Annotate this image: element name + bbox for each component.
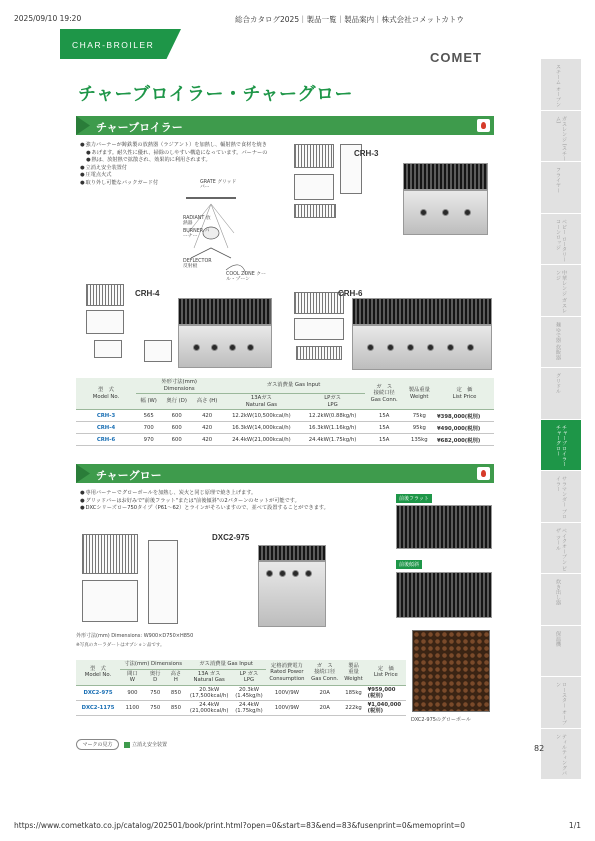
feature-item: ● 圧電点火式 [80,172,270,180]
spec-table-charglow [76,660,406,716]
section-marker [76,116,90,135]
side-tab-label: ガスレンジ (スチーム) [555,115,567,161]
crh4-end-drawing [144,340,172,362]
col-d: 奥行 (D) [161,394,192,410]
spec-table-charbroiler [76,378,494,446]
col-conn: ガ ス 接続口径 Gas Conn. [365,378,404,410]
knob-icon [467,344,474,351]
cell-conn: 20A [308,700,341,715]
crh3-side-drawing [294,174,334,200]
side-tab-label: サラマンダー ブロイラー [555,476,567,520]
photo-note: ※写真のカーラダートはオプション品です。 [76,643,165,648]
side-tab[interactable] [541,523,581,575]
knob-icon [447,344,454,351]
side-tab-label: ベイクオーブン ピザ ツール [555,527,567,571]
side-tab[interactable] [541,111,581,163]
table-row [76,422,494,434]
grill-surface [396,505,492,549]
grill-surface [178,298,272,325]
side-tab-label: 麺ゆで器 炊飯器 [555,321,561,360]
side-tab[interactable] [541,162,581,214]
side-tab[interactable] [541,471,581,523]
side-tab[interactable] [541,626,581,678]
feature-item: ● 専用バーナーでグローボールを加熱し、炭火と同じ原理で焼き上げます。 [80,490,410,498]
feature-item-continued [80,157,270,165]
mark-legend [124,741,167,748]
cell-natural: 24.4kW (21,000kcal/h) [186,700,232,715]
print-title: 総合カタログ2025｜製品一覧｜製品案内｜株式会社コメットカトウ [235,15,464,24]
cell-price: ¥490,000(税別) [435,422,494,434]
cell-price: ¥1,040,000 (税別) [366,700,406,715]
grill-surface [258,545,326,561]
knob-icon [279,570,286,577]
col-model: 型 式 Model No. [76,378,136,410]
side-tab[interactable] [541,574,581,626]
glowball-photo [412,630,490,712]
table-row [76,685,406,700]
feature-item-continued [80,150,270,158]
glowball-caption: DXC2-975のグローボール [411,717,471,723]
cell-lpg: 24.4kW (1.75kg/h) [232,700,266,715]
brand-logo: COMET [430,50,482,65]
cell-lpg: 12.2kW(0.88kg/h) [300,410,364,422]
side-tab[interactable] [541,368,581,420]
col-dimensions: 寸法(mm) Dimensions [120,660,186,669]
crh4-plan-drawing [94,340,122,358]
feature-list-charglow [80,490,410,513]
grill-flat-photo [396,505,492,549]
model-label-crh3: CRH-3 [354,149,379,158]
crh6-plan-drawing [296,346,342,360]
feature-item: ● 立消え安全装置付 [80,165,270,173]
side-tab-label: フライヤー [555,167,561,193]
diagram-label-deflector: DEFLECTOR 反射板 [183,259,212,269]
cabinet [258,561,326,627]
cell-power: 100V/9W [266,700,308,715]
diagram-label-grate: GRATE グリッドバー [200,180,237,190]
crh4-photo [178,298,272,368]
side-tab[interactable] [541,265,581,317]
dxc2-side-drawing [82,580,138,622]
dxc2-photo [258,545,326,627]
cell-weight: 222kg [341,700,365,715]
crh4-side-drawing [86,310,124,334]
print-page-count: 1/1 [568,821,581,830]
feature-text: 熱は、放射熱で拡散され、効果的に利用されます。 [91,157,211,163]
col-lpg: LPガス LPG [300,394,364,410]
col-d: 奥行 D [145,669,166,685]
cell-d: 750 [145,685,166,700]
cell-conn: 20A [308,685,341,700]
side-tab-label: チャーブロイラー チャーグロー [555,424,567,467]
cell-weight: 95kg [404,422,435,434]
feature-item: ● DXCシリーズロー750タイプ（P61〜62）とラインがそろいますので、並べて設置することができます。 [80,505,410,513]
knob-icon [427,344,434,351]
cell-natural: 16.3kW(14,000kcal/h) [222,422,300,434]
diagram-label-cool-zone: COOL ZONE クール・ゾーン [226,272,266,282]
col-dimensions: 外形寸法(mm) Dimensions [136,378,222,394]
side-tab-label: ロースター オーブン [555,682,567,726]
cell-weight: 135kg [404,434,435,446]
mark-legend-label: 立消え安全装置 [132,742,168,748]
cell-model: CRH-6 [76,434,136,446]
crh6-front-drawing [294,292,344,314]
knob-icon [420,209,427,216]
col-w: 幅 (W) [136,394,161,410]
page-title: チャーブロイラー・チャーグロー [78,84,353,105]
section-title: チャーブロイラー [96,121,183,134]
print-header [14,14,581,26]
dxc2-end-drawing [148,540,178,624]
cell-w: 1100 [120,700,145,715]
grill-slope-photo [396,572,492,618]
side-tab[interactable] [541,317,581,369]
flame-safety-icon [477,119,490,132]
model-label-crh4: CRH-4 [135,289,160,298]
crh3-front-drawing [294,144,334,168]
feature-item: ● グリッドバーはお好みで"前後フラット"または"前後傾斜"の2パターンのセットが可能です。 [80,498,410,506]
cell-model: DXC2-975 [76,685,120,700]
crh3-photo [403,163,488,235]
category-banner-label: CHAR-BROILER [72,40,155,50]
section-heading-charbroiler [76,116,494,135]
cell-d: 600 [161,422,192,434]
feature-text: あげます。耐久性に優れ、掃除のしやすい構造になっています。バーナーの [91,149,268,156]
knob-icon [247,344,254,351]
cell-h: 850 [166,700,187,715]
diagram-label-radiant: RADIANT 放熱器 [183,216,211,226]
cell-natural: 24.4kW(21,000kcal/h) [222,434,300,446]
knob-icon [193,344,200,351]
knob-icon [387,344,394,351]
col-gas: ガス消費量 Gas Input [186,660,266,669]
label-slope: 前後傾斜 [396,560,422,569]
cell-weight: 75kg [404,410,435,422]
col-h: 高さ H [166,669,187,685]
col-gas: ガス消費量 Gas Input [222,378,364,394]
crh6-photo [352,298,492,370]
cell-price: ¥682,000(税別) [435,434,494,446]
knob-icon [367,344,374,351]
cell-h: 420 [192,434,222,446]
knob-icon [464,209,471,216]
mark-legend-button[interactable]: マークの見方 [76,739,119,750]
side-tab[interactable] [541,214,581,266]
cell-lpg: 16.3kW(1.16kg/h) [300,422,364,434]
cabinet [178,325,272,368]
crh4-front-drawing [86,284,124,306]
table-row [76,700,406,715]
dimensions-note: 外形寸法(mm) Dimensions: W900×D750×H850 [76,633,194,639]
knob-icon [442,209,449,216]
cell-lpg: 24.4kW(1.75kg/h) [300,434,364,446]
section-heading-charglow [76,464,494,483]
cell-natural: 12.2kW(10,500kcal/h) [222,410,300,422]
side-tab-label: スチーム オーブン [555,64,561,108]
cell-h: 420 [192,410,222,422]
col-power: 定格消費電力 Rated Power Consumption [266,660,308,685]
section-title: チャーグロー [96,469,162,482]
side-tab-label: 炊き出し器 [555,579,561,605]
print-date: 2025/09/10 19:20 [14,14,82,23]
print-url: https://www.cometkato.co.jp/catalog/202501/book/print.html?open=0&start=83&end=83&fusenprint=0&memoprint=0 [14,821,465,830]
cell-power: 100V/9W [266,685,308,700]
table-row [76,410,494,422]
crh6-side-drawing [294,318,344,340]
col-price: 定 価 List Price [435,378,494,410]
col-conn: ガ ス 接続口径 Gas Conn. [308,660,341,685]
section-marker [76,464,90,483]
cell-price: ¥959,000 (税別) [366,685,406,700]
col-natural: 13A ガス Natural Gas [186,669,232,685]
cell-h: 420 [192,422,222,434]
flame-safety-icon [124,742,130,748]
cabinet [352,325,492,370]
cell-d: 600 [161,434,192,446]
cell-weight: 185kg [341,685,365,700]
knob-icon [407,344,414,351]
cabinet [403,190,488,235]
col-model: 型 式 Model No. [76,660,120,685]
cell-conn: 15A [365,410,404,422]
cell-conn: 15A [365,422,404,434]
side-tab-label: 中華レンジ ガスレンジ [555,270,567,314]
model-label-dxc2-975: DXC2-975 [212,533,250,542]
knob-icon [292,570,299,577]
side-tab-label: 保温機 [555,630,561,647]
cell-lpg: 20.3kW (1.45kg/h) [232,685,266,700]
model-label-crh6: CRH-6 [338,289,363,298]
side-tab-label: グリドル [555,373,561,394]
cell-conn: 15A [365,434,404,446]
feature-item: ● 強力バーナーが鋳鉄製の放熱器（ラジアント）を加熱し、輻射熱で食材を焼き [80,142,270,150]
cell-d: 600 [161,410,192,422]
cell-h: 850 [166,685,187,700]
col-price: 定 価 List Price [366,660,406,685]
side-tab-label: ベビー ロータリー コーンロッジ [555,218,567,262]
category-side-tabs [541,59,581,780]
col-natural: 13Aガス Natural Gas [222,394,300,410]
col-w: 間口 W [120,669,145,685]
cell-model: DXC2-1175 [76,700,120,715]
col-weight: 製品 重量 Weight [341,660,365,685]
dxc2-front-drawing [82,534,138,574]
diagram-label-burner: BURNER バーナー [183,229,210,239]
side-tab[interactable] [541,59,581,111]
flame-safety-icon [477,467,490,480]
table-row [76,434,494,446]
col-weight: 製品重量 Weight [404,378,435,410]
col-lpg: LP ガス LPG [232,669,266,685]
feature-item: ● 取り外し可能なバックガード付 [80,180,270,188]
cell-d: 750 [145,700,166,715]
cell-w: 900 [120,685,145,700]
grill-surface [396,572,492,618]
page-number: 82 [534,744,545,753]
knob-icon [211,344,218,351]
cell-model: CRH-3 [76,410,136,422]
knob-icon [305,570,312,577]
cell-w: 970 [136,434,161,446]
side-tab[interactable] [541,729,581,781]
crh3-plan-drawing [294,204,336,218]
cell-model: CRH-4 [76,422,136,434]
grill-surface [352,298,492,325]
cell-w: 565 [136,410,161,422]
col-h: 高さ (H) [192,394,222,410]
knob-icon [266,570,273,577]
cell-w: 700 [136,422,161,434]
label-flat: 前後フラット [396,494,432,503]
side-tab-label: ティルティングパン [555,733,567,776]
cell-natural: 20.3kW (17,500kcal/h) [186,685,232,700]
cell-price: ¥398,000(税別) [435,410,494,422]
side-tab-active[interactable] [541,420,581,472]
knob-icon [229,344,236,351]
side-tab[interactable] [541,677,581,729]
grill-surface [403,163,488,190]
